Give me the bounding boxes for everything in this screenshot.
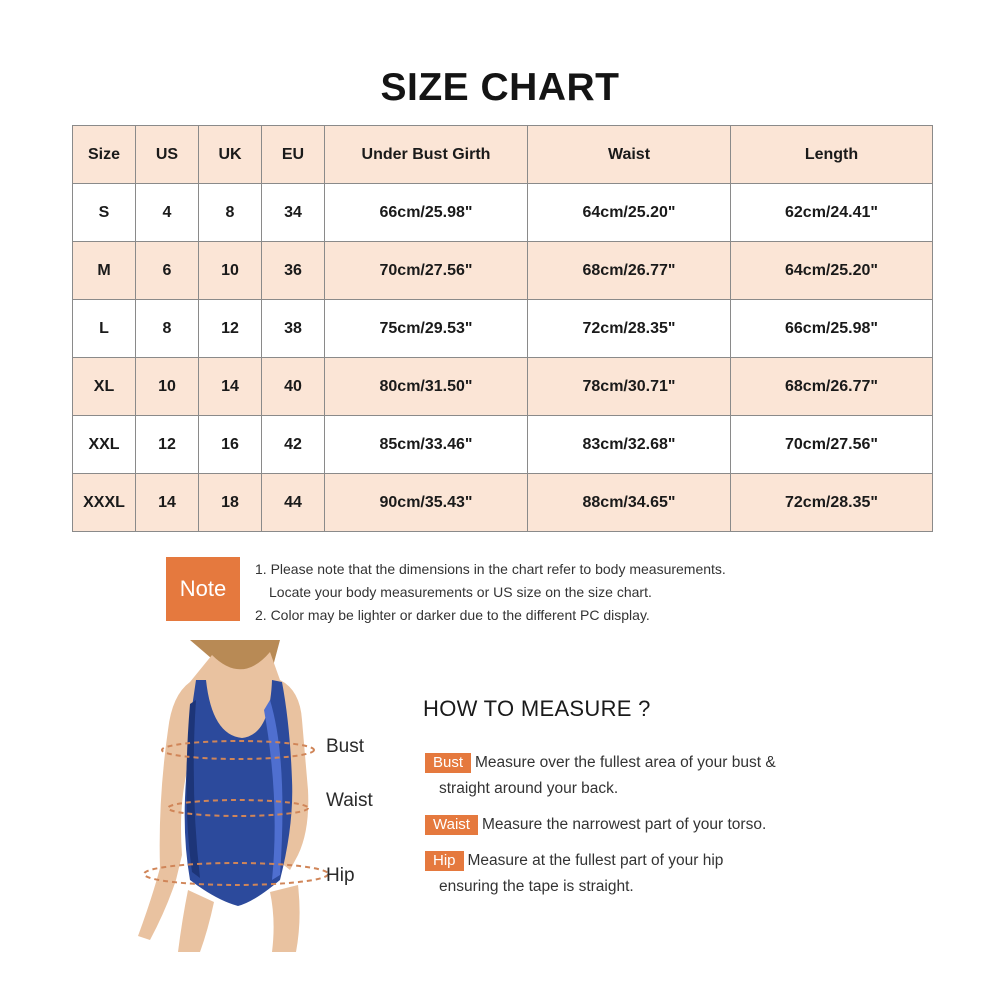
table-cell: M: [73, 242, 136, 300]
bust-instruction-text-2: straight around your back.: [439, 780, 619, 797]
table-cell: 36: [262, 242, 325, 300]
table-cell: 12: [136, 416, 199, 474]
table-cell: L: [73, 300, 136, 358]
bust-label: Bust: [326, 736, 365, 757]
table-cell: S: [73, 184, 136, 242]
table-cell: 72cm/28.35": [528, 300, 731, 358]
hip-label: Hip: [326, 865, 355, 886]
table-cell: 6: [136, 242, 199, 300]
table-cell: 70cm/27.56": [731, 416, 933, 474]
column-header: Size: [73, 126, 136, 184]
table-cell: 42: [262, 416, 325, 474]
table-cell: 8: [136, 300, 199, 358]
bust-instruction-text: Measure over the fullest area of your bust &: [475, 754, 776, 771]
table-cell: 66cm/25.98": [731, 300, 933, 358]
hip-instruction-text-2: ensuring the tape is straight.: [439, 878, 634, 895]
table-row: [73, 474, 933, 532]
page-title: SIZE CHART: [380, 66, 620, 109]
hip-instruction-text: Measure at the fullest part of your hip: [467, 852, 724, 869]
table-header-row: [73, 126, 933, 184]
table-cell: 83cm/32.68": [528, 416, 731, 474]
column-header: Waist: [528, 126, 731, 184]
table-cell: 80cm/31.50": [325, 358, 528, 416]
note-badge: Note: [166, 557, 240, 621]
column-header: Under Bust Girth: [325, 126, 528, 184]
table-row: [73, 184, 933, 242]
notes-text: [255, 558, 726, 627]
column-header: UK: [199, 126, 262, 184]
bust-tag: Bust: [425, 753, 471, 773]
table-cell: 70cm/27.56": [325, 242, 528, 300]
table-cell: 66cm/25.98": [325, 184, 528, 242]
column-header: Length: [731, 126, 933, 184]
table-cell: 38: [262, 300, 325, 358]
bust-instruction: [425, 750, 776, 802]
table-cell: 44: [262, 474, 325, 532]
table-cell: XL: [73, 358, 136, 416]
note-line-1b: Locate your body measurements or US size on the size chart.: [269, 584, 652, 600]
table-cell: 88cm/34.65": [528, 474, 731, 532]
hip-tag: Hip: [425, 851, 464, 871]
note-line-2: 2. Color may be lighter or darker due to the different PC display.: [255, 607, 650, 623]
table-cell: 10: [136, 358, 199, 416]
table-row: [73, 416, 933, 474]
table-row: [73, 242, 933, 300]
hip-instruction: [425, 848, 723, 900]
waist-tag: Waist: [425, 815, 478, 835]
table-cell: 62cm/24.41": [731, 184, 933, 242]
table-cell: 75cm/29.53": [325, 300, 528, 358]
how-to-measure-heading: HOW TO MEASURE ?: [423, 696, 651, 721]
table-cell: 78cm/30.71": [528, 358, 731, 416]
table-cell: 90cm/35.43": [325, 474, 528, 532]
column-header: EU: [262, 126, 325, 184]
size-chart-table: [72, 125, 933, 532]
table-cell: 34: [262, 184, 325, 242]
table-cell: 16: [199, 416, 262, 474]
table-cell: 64cm/25.20": [731, 242, 933, 300]
table-cell: 12: [199, 300, 262, 358]
table-cell: 40: [262, 358, 325, 416]
table-row: [73, 300, 933, 358]
column-header: US: [136, 126, 199, 184]
table-cell: XXXL: [73, 474, 136, 532]
waist-instruction-text: Measure the narrowest part of your torso.: [481, 816, 767, 833]
swimsuit-model-figure: [130, 640, 400, 952]
table-cell: 10: [199, 242, 262, 300]
waist-label: Waist: [326, 790, 373, 811]
note-line-1: 1. Please note that the dimensions in the chart refer to body measurements.: [255, 561, 726, 577]
table-cell: 14: [199, 358, 262, 416]
table-cell: 72cm/28.35": [731, 474, 933, 532]
table-cell: 4: [136, 184, 199, 242]
table-cell: 64cm/25.20": [528, 184, 731, 242]
table-cell: 85cm/33.46": [325, 416, 528, 474]
table-cell: 68cm/26.77": [731, 358, 933, 416]
table-cell: 18: [199, 474, 262, 532]
table-cell: 8: [199, 184, 262, 242]
waist-instruction: [425, 812, 766, 838]
table-cell: 14: [136, 474, 199, 532]
table-cell: 68cm/26.77": [528, 242, 731, 300]
table-cell: XXL: [73, 416, 136, 474]
table-row: [73, 358, 933, 416]
